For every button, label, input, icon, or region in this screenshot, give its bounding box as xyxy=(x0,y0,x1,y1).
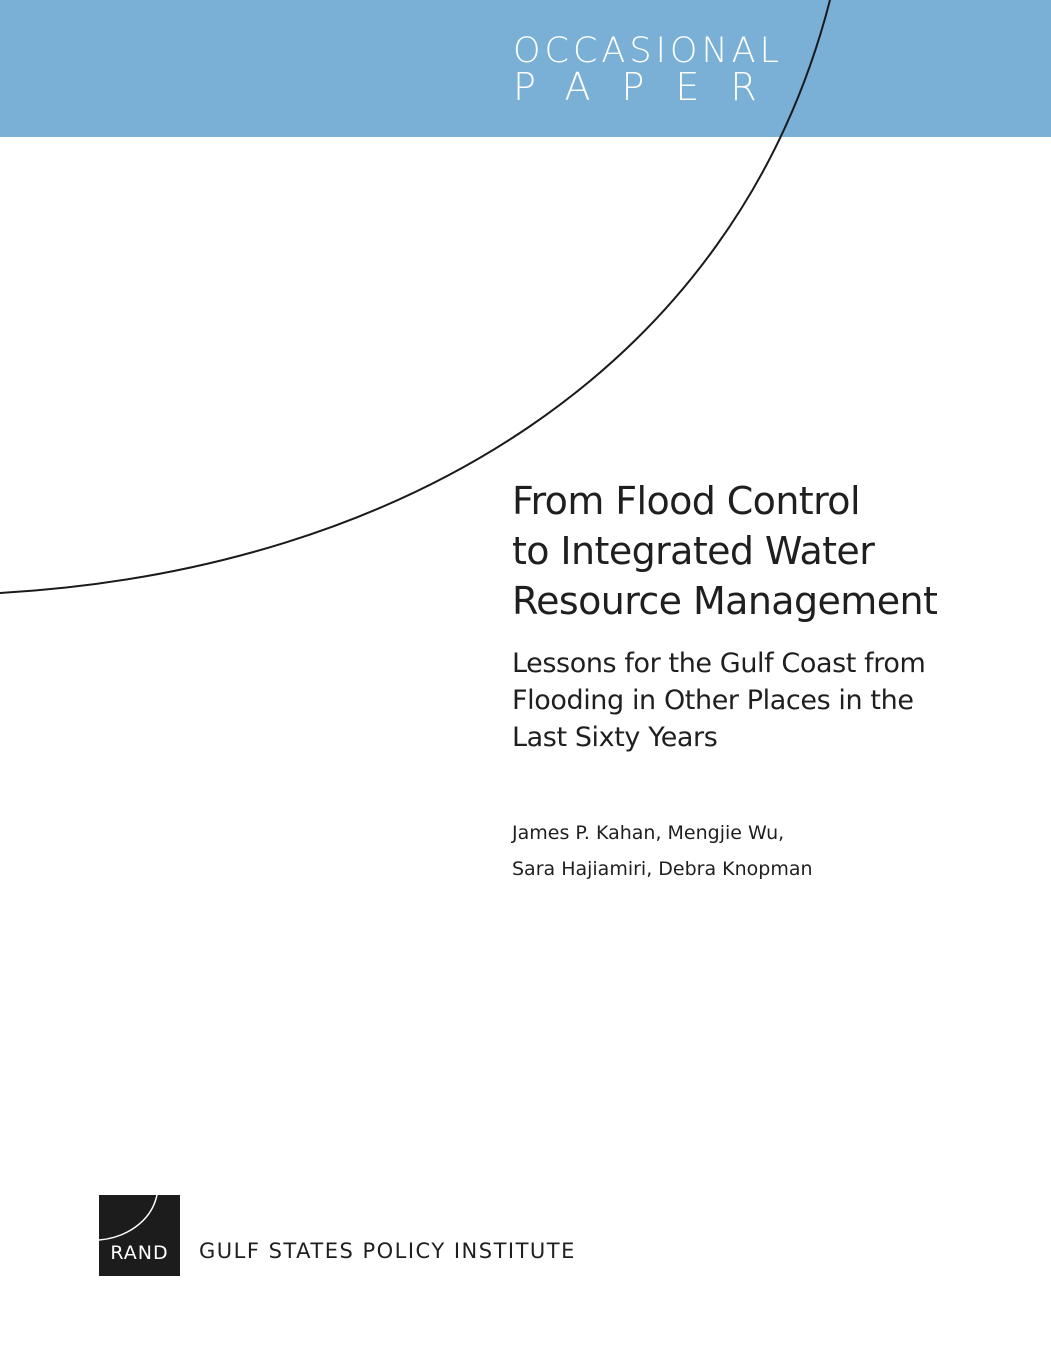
subtitle-line: Flooding in Other Places in the xyxy=(512,685,914,716)
institute-name: GULF STATES POLICY INSTITUTE xyxy=(199,1239,576,1263)
series-label-paper: PAPER xyxy=(513,65,788,109)
author-line: Sara Hajiamiri, Debra Knopman xyxy=(512,858,813,880)
series-label-occasional: OCCASIONAL xyxy=(513,31,784,71)
subtitle-line: Last Sixty Years xyxy=(512,722,718,753)
document-subtitle xyxy=(512,645,1032,756)
title-line: From Flood Control xyxy=(512,479,860,523)
rand-logo-text: RAND xyxy=(110,1242,169,1264)
subtitle-line: Lessons for the Gulf Coast from xyxy=(512,648,926,679)
title-line: to Integrated Water xyxy=(512,529,875,573)
document-title xyxy=(512,476,1032,626)
author-list xyxy=(512,815,1032,887)
title-line: Resource Management xyxy=(512,579,938,623)
author-line: James P. Kahan, Mengjie Wu, xyxy=(512,822,785,844)
rand-logo xyxy=(99,1195,180,1276)
